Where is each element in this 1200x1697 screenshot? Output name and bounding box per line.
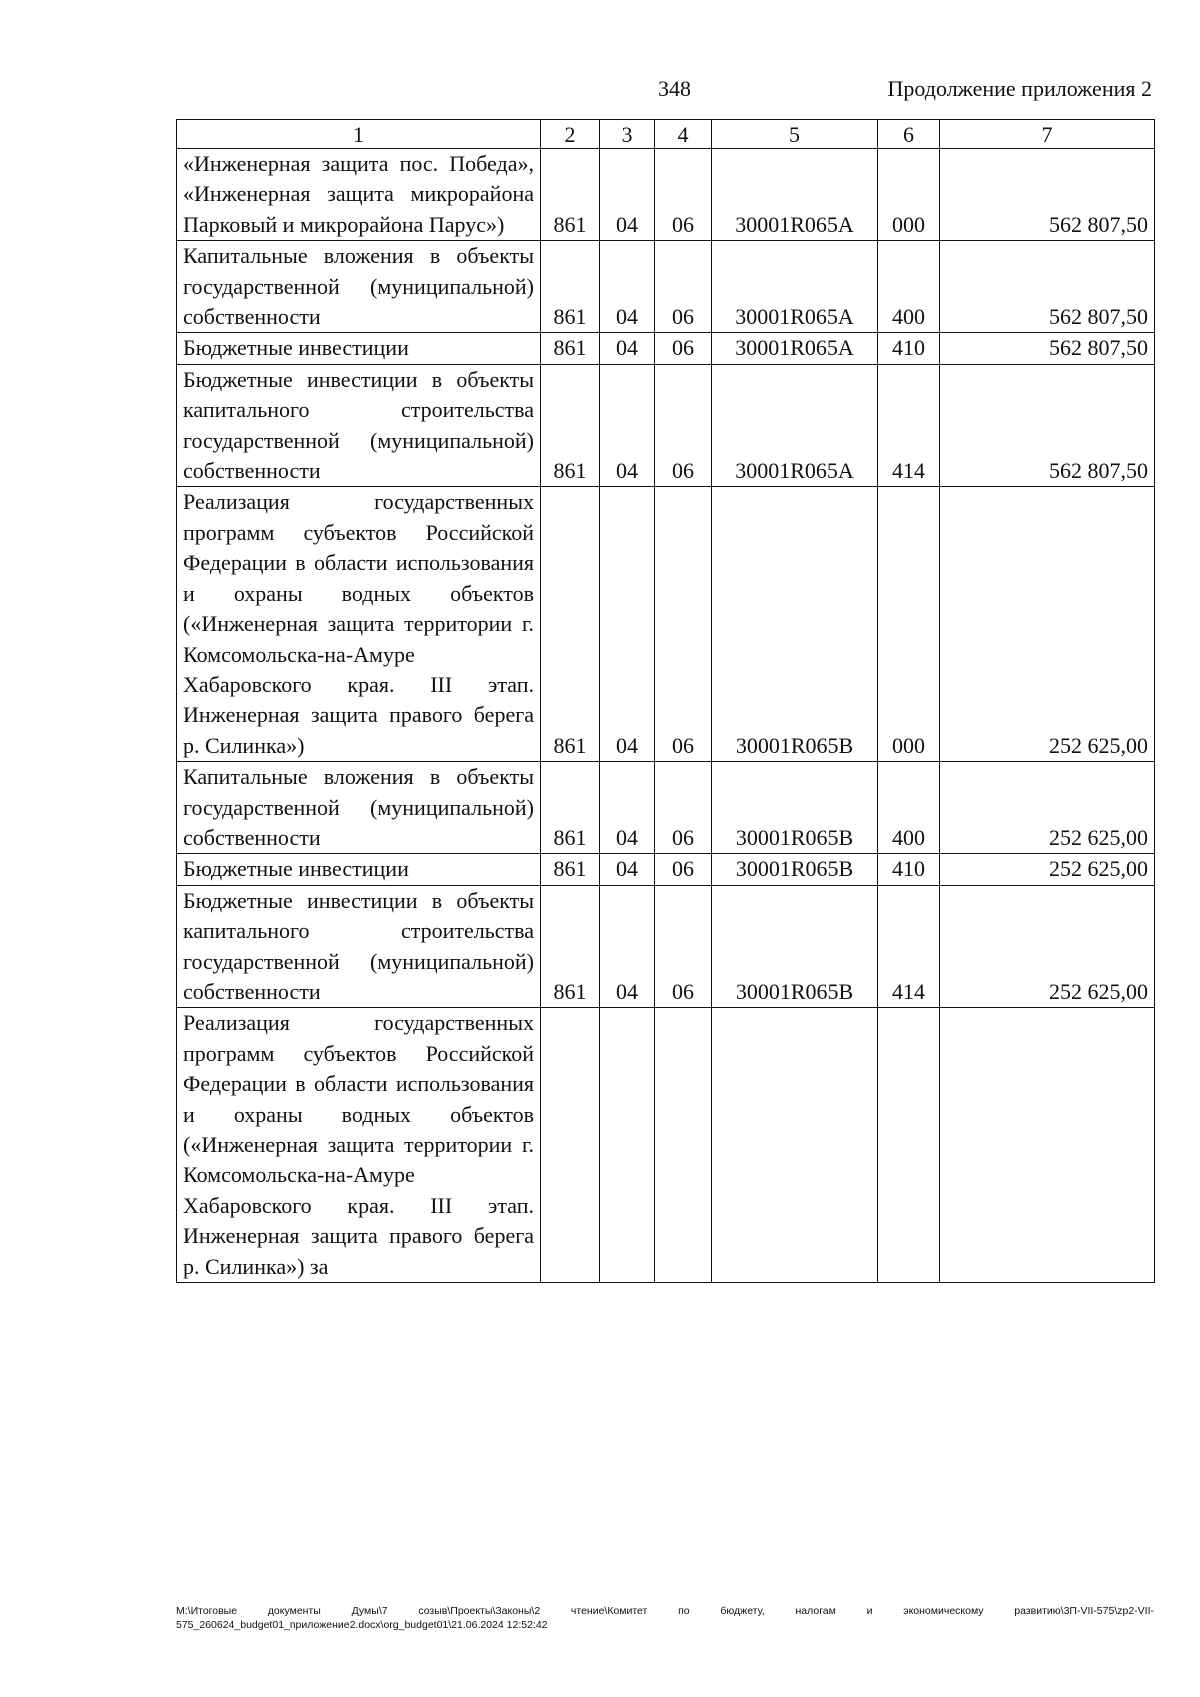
budget-table-body — [177, 120, 1155, 1283]
table-row — [177, 333, 1155, 364]
section-code: 04 — [600, 333, 655, 364]
expense-type: 410 — [878, 854, 940, 885]
column-header: 7 — [940, 120, 1155, 149]
target-article: 30001R065A — [712, 241, 878, 333]
amount — [940, 1008, 1155, 1283]
subsection-code: 06 — [655, 241, 712, 333]
row-name: «Инженерная защита пос. Победа», «Инженерная защита микрорайона Парковый и микрорайона Парус») — [177, 149, 541, 241]
section-code: 04 — [600, 762, 655, 854]
target-article: 30001R065B — [712, 487, 878, 762]
subsection-code: 06 — [655, 487, 712, 762]
page-number: 348 — [658, 76, 691, 101]
target-article: 30001R065B — [712, 762, 878, 854]
table-row — [177, 487, 1155, 762]
row-name: Капитальные вложения в объекты государственной (муниципальной) собственности — [177, 241, 541, 333]
target-article: 30001R065B — [712, 854, 878, 885]
target-article: 30001R065A — [712, 333, 878, 364]
amount: 562 807,50 — [940, 333, 1155, 364]
target-article: 30001R065A — [712, 149, 878, 241]
column-header: 1 — [177, 120, 541, 149]
admin-code: 861 — [541, 149, 600, 241]
expense-type: 000 — [878, 149, 940, 241]
table-row — [177, 149, 1155, 241]
subsection-code: 06 — [655, 333, 712, 364]
header-row — [177, 120, 1155, 149]
subsection-code: 06 — [655, 885, 712, 1008]
target-article — [712, 1008, 878, 1283]
amount: 252 625,00 — [940, 762, 1155, 854]
expense-type: 000 — [878, 487, 940, 762]
admin-code: 861 — [541, 885, 600, 1008]
admin-code: 861 — [541, 487, 600, 762]
amount: 252 625,00 — [940, 885, 1155, 1008]
target-article: 30001R065B — [712, 885, 878, 1008]
row-name: Капитальные вложения в объекты государственной (муниципальной) собственности — [177, 762, 541, 854]
expense-type: 410 — [878, 333, 940, 364]
section-code — [600, 1008, 655, 1283]
admin-code: 861 — [541, 854, 600, 885]
subsection-code: 06 — [655, 364, 712, 487]
column-header: 6 — [878, 120, 940, 149]
subsection-code — [655, 1008, 712, 1283]
continuation-title: Продолжение приложения 2 — [887, 76, 1152, 101]
section-code: 04 — [600, 487, 655, 762]
expense-type — [878, 1008, 940, 1283]
subsection-code: 06 — [655, 762, 712, 854]
expense-type: 414 — [878, 364, 940, 487]
column-header: 5 — [712, 120, 878, 149]
table-row — [177, 1008, 1155, 1283]
column-header: 3 — [600, 120, 655, 149]
expense-type: 400 — [878, 762, 940, 854]
subsection-code: 06 — [655, 149, 712, 241]
admin-code: 861 — [541, 333, 600, 364]
row-name: Бюджетные инвестиции — [177, 854, 541, 885]
row-name: Реализация государственных программ субъектов Российской Федерации в области использования и охраны водных объектов («Инженерная защита территории г. Комсомольска-на-Амуре Хабаровского края. III этап. Инженерная защита правого берега р. Силинка») — [177, 487, 541, 762]
row-name: Бюджетные инвестиции в объекты капитального строительства государственной (муниципальной) собственности — [177, 885, 541, 1008]
row-name: Реализация государственных программ субъектов Российской Федерации в области использования и охраны водных объектов («Инженерная защита территории г. Комсомольска-на-Амуре Хабаровского края. III этап. Инженерная защита правого берега р. Силинка») за — [177, 1008, 541, 1283]
file-path-footer: M:\Итоговые документы Думы\7 созыв\Проекты\Законы\2 чтение\Комитет по бюджету, налогам и экономическому развитию\3П-VII-575\zp2-VII-575_260624_budget01_приложение2.docx\org_budget01\21.06.2024 12:52:42 — [176, 1605, 1154, 1631]
expense-type: 414 — [878, 885, 940, 1008]
row-name: Бюджетные инвестиции в объекты капитального строительства государственной (муниципальной) собственности — [177, 364, 541, 487]
table-row — [177, 762, 1155, 854]
subsection-code: 06 — [655, 854, 712, 885]
table-row — [177, 364, 1155, 487]
amount: 252 625,00 — [940, 854, 1155, 885]
table-row — [177, 854, 1155, 885]
column-header: 2 — [541, 120, 600, 149]
section-code: 04 — [600, 149, 655, 241]
expense-type: 400 — [878, 241, 940, 333]
section-code: 04 — [600, 854, 655, 885]
admin-code: 861 — [541, 364, 600, 487]
section-code: 04 — [600, 364, 655, 487]
column-header: 4 — [655, 120, 712, 149]
amount: 252 625,00 — [940, 487, 1155, 762]
amount: 562 807,50 — [940, 149, 1155, 241]
admin-code: 861 — [541, 241, 600, 333]
admin-code: 861 — [541, 762, 600, 854]
table-row — [177, 885, 1155, 1008]
row-name: Бюджетные инвестиции — [177, 333, 541, 364]
budget-table — [176, 119, 1155, 1283]
section-code: 04 — [600, 885, 655, 1008]
amount: 562 807,50 — [940, 364, 1155, 487]
section-code: 04 — [600, 241, 655, 333]
admin-code — [541, 1008, 600, 1283]
table-row — [177, 241, 1155, 333]
amount: 562 807,50 — [940, 241, 1155, 333]
target-article: 30001R065A — [712, 364, 878, 487]
